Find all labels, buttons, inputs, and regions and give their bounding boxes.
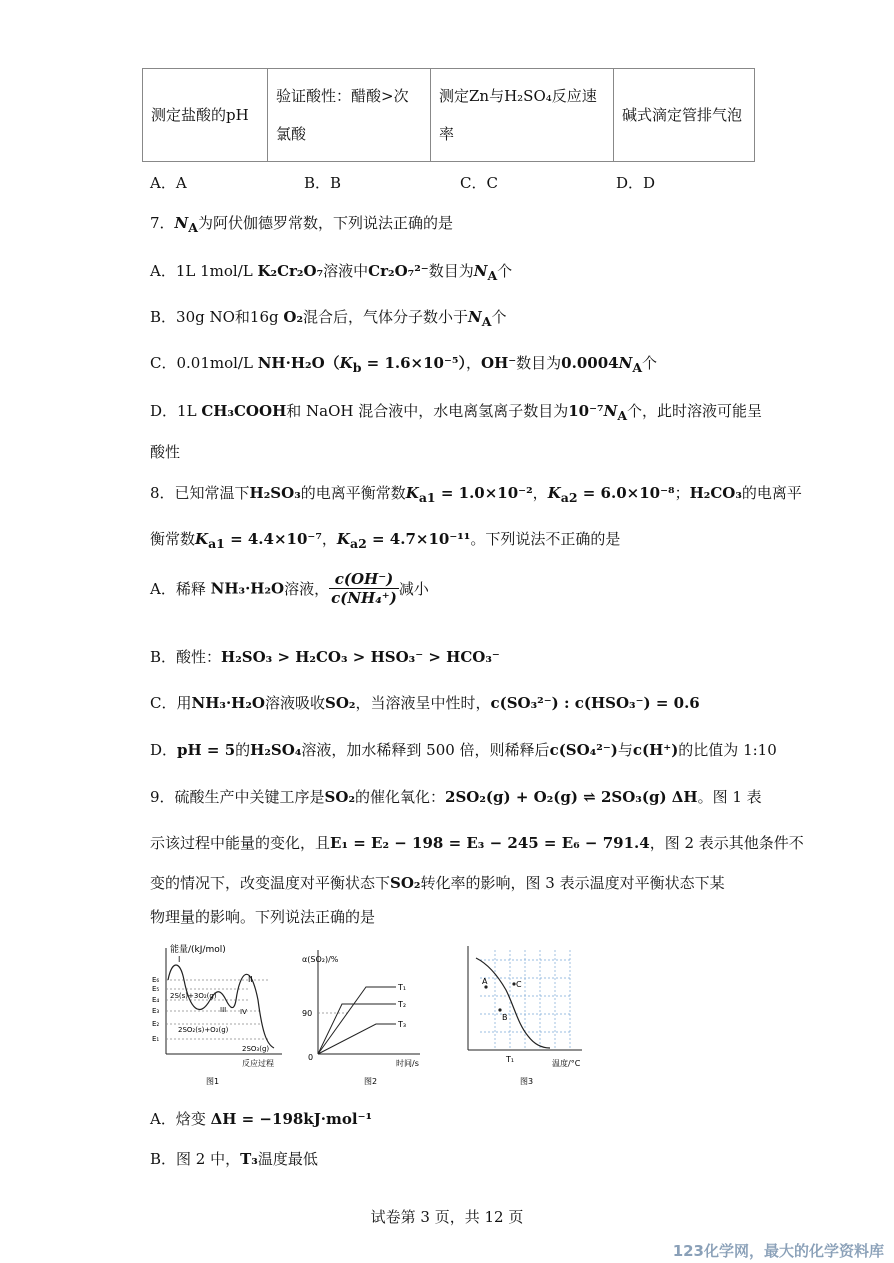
fig1-level-e4: E₄ <box>152 996 160 1004</box>
q7-stem: 7．$N_A$为阿伏伽德罗常数，下列说法正确的是 <box>150 214 453 235</box>
page-footer: 试卷第 3 页，共 12 页 <box>370 1208 524 1226</box>
watermark: 123化学网，最大的化学资料库 <box>672 1242 884 1260</box>
table-cell: 验证酸性：醋酸>次氯酸 <box>268 69 431 162</box>
option-b: B．B <box>304 174 342 192</box>
fig3-caption: 图3 <box>520 1077 534 1086</box>
fig2-ylabel: α(SO₂)/% <box>302 955 339 964</box>
q6-options <box>150 172 750 192</box>
q7-option-c: C．0.01mol/L $NH\cdot H_2O(K_b = 1.6\times 10^{-5})$，OH⁻数目为$0.0004N_A$个 <box>150 354 658 375</box>
fig3-point-a: A <box>482 977 488 986</box>
fig1-label-i: I <box>178 955 181 964</box>
fig1-level-e3: E₃ <box>152 1007 160 1015</box>
fig1-label-intermediate: 2SO₂(s)+O₂(g) <box>178 1026 229 1034</box>
table-cell: 测定盐酸的pH <box>143 69 268 162</box>
figure-3 <box>458 940 598 1090</box>
q9-option-a: A．焓变 ΔH = −198kJ·mol⁻¹ <box>150 1110 373 1128</box>
q8-stem-line1: 8．已知常温下H₂SO₃的电离平衡常数$K_{a1} = 1.0\times 10^{-2}$，$K_{a2} = 6.0\times 10^{-8}$；H₂CO₃的电离平 <box>150 484 802 505</box>
fig1-label-ii: II <box>248 975 253 984</box>
fig3-point-c: C <box>516 980 522 989</box>
fig1-label-reactant: 2S(s)+3O₂(g) <box>170 992 217 1000</box>
figure-1 <box>150 940 290 1090</box>
fig3-xtick: T₁ <box>506 1055 515 1064</box>
fig1-level-e2: E₂ <box>152 1020 160 1028</box>
q8-option-a: A．稀释 NH₃·H₂O溶液， $\frac{c(OH^-)}{\text{c(NH₄⁺)}}$ 减小 <box>150 570 429 607</box>
q9-stem-line3: 变的情况下，改变温度对平衡状态下SO₂转化率的影响，图 3 表示温度对平衡状态下某 <box>150 874 725 892</box>
option-d: D．D <box>616 174 656 192</box>
option-c: C．C <box>460 174 498 192</box>
q8-option-d: D．pH = 5的H₂SO₄溶液，加水稀释到 500 倍，则稀释后c(SO₄²⁻)与c(H⁺)的比值为 1:10 <box>150 741 777 759</box>
fig2-caption: 图2 <box>364 1077 378 1086</box>
table-cell: 测定Zn与H₂SO₄反应速率 <box>431 69 614 162</box>
fig1-level-e6: E₆ <box>152 976 160 984</box>
fig2-series-t2: T₂ <box>398 1000 407 1009</box>
fig1-label-iv: IV <box>240 1008 247 1016</box>
q8-option-c: C．用NH₃·H₂O溶液吸收SO₂，当溶液呈中性时，c(SO₃²⁻) : c(HSO₃⁻) = 0.6 <box>150 694 700 712</box>
q8-stem-line2: 衡常数$K_{a1} = 4.4\times 10^{-7}$，$K_{a2} = 4.7\times 10^{-11}$。下列说法不正确的是 <box>150 530 621 551</box>
q7-option-b: B．30g NO和16g O₂混合后，气体分子数小于$N_A$个 <box>150 308 507 329</box>
fig1-caption: 图1 <box>206 1077 220 1086</box>
fraction: $\frac{c(OH^-)}{\text{c(NH₄⁺)}}$ <box>331 570 397 607</box>
q7-option-d: D．1L CH₃COOH和 NaOH 混合液中，水电离氢离子数目为$10^{-7}N_A$个，此时溶液可能呈 <box>150 402 763 423</box>
fig1-ylabel: 能量/(kJ/mol) <box>170 945 226 955</box>
fig1-level-e1: E₁ <box>152 1035 160 1043</box>
q9-stem-line2: 示该过程中能量的变化，且E₁ = E₂ − 198 = E₃ − 245 = E₆ − 791.4，图 2 表示其他条件不 <box>150 834 804 852</box>
fig3-point-b: B <box>502 1013 508 1022</box>
experiment-table <box>142 68 755 162</box>
fig1-label-iii: III <box>220 1006 227 1014</box>
fig3-xlabel: 温度/°C <box>552 1059 581 1068</box>
q9-option-b: B．图 2 中，T₃温度最低 <box>150 1150 318 1168</box>
fig2-origin: 0 <box>308 1053 314 1062</box>
fig1-level-e5: E₅ <box>152 985 160 993</box>
fig2-series-t1: T₁ <box>398 983 407 992</box>
fig1-xlabel: 反应过程 <box>242 1059 274 1068</box>
option-a: A．A <box>150 174 187 192</box>
q9-stem-line4: 物理量的影响。下列说法正确的是 <box>150 908 376 926</box>
fig2-xlabel: 时间/s <box>396 1059 419 1068</box>
fig2-ytick: 90 <box>302 1009 313 1018</box>
table-cell: 碱式滴定管排气泡 <box>614 69 755 162</box>
fig1-label-product: 2SO₃(g) <box>242 1045 270 1053</box>
q7-option-d-cont: 酸性 <box>150 443 181 461</box>
figure-2 <box>300 940 430 1090</box>
fig2-series-t3: T₃ <box>398 1020 407 1029</box>
q9-stem-line1: 9．硫酸生产中关键工序是SO₂的催化氧化：2SO₂(g) + O₂(g) ⇌ 2SO₃(g) ΔH。图 1 表 <box>150 788 762 806</box>
q7-option-a: A．1L 1mol/L K₂Cr₂O₇溶液中Cr₂O₇²⁻数目为$N_A$个 <box>150 262 513 283</box>
q8-option-b: B．酸性：H₂SO₃ > H₂CO₃ > HSO₃⁻ > HCO₃⁻ <box>150 648 500 666</box>
